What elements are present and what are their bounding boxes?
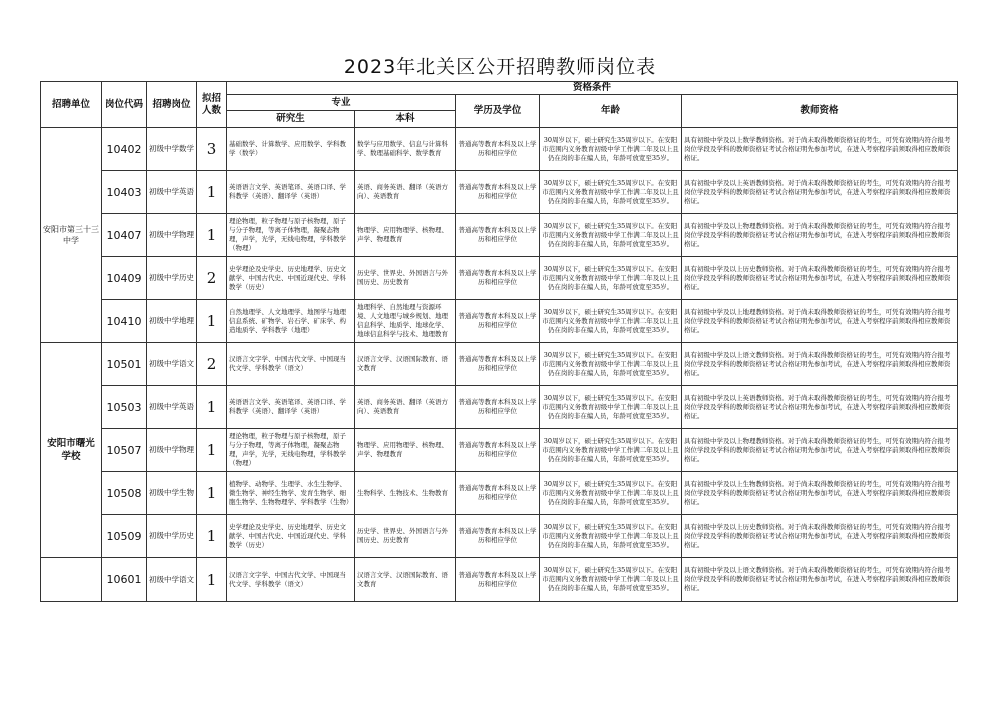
age-requirement: 30周岁以下，硕士研究生35周岁以下。在安阳市范围内义务教育初级中学工作满二年及以上且仍在岗的非在编人员，年龄可放宽至35岁。	[540, 257, 682, 300]
graduate-majors: 理论物理，粒子物理与原子核物理，原子与分子物理，等离子体物理，凝聚态物理，声学，光学，无线电物理，学科教学（物理）	[227, 429, 355, 472]
age-requirement: 30周岁以下，硕士研究生35周岁以下。在安阳市范围内义务教育初级中学工作满二年及以上且仍在岗的非在编人员，年龄可放宽至35岁。	[540, 515, 682, 558]
position-code: 10501	[102, 343, 147, 386]
education-requirement: 普通高等教育本科及以上学历和相应学位	[456, 515, 540, 558]
graduate-majors: 理论物理，粒子物理与原子核物理，原子与分子物理，等离子体物理，凝聚态物理，声学，光学，无线电物理，学科教学（物理）	[227, 214, 355, 257]
position-name: 初级中学数学	[147, 128, 197, 171]
teacher-cert-requirement: 具有初级中学及以上物理教师资格。对于尚未取得教师资格证的考生，可凭有效期内符合报考岗位学段及学科的教师资格证考试合格证明先参加考试，在进入考察程序前须取得相应教师资格证。	[682, 429, 958, 472]
header-major: 专业	[227, 95, 456, 111]
graduate-majors: 基础数学、计算数学、应用数学、学科教学（数学）	[227, 128, 355, 171]
header-graduate: 研究生	[227, 111, 355, 128]
header-count: 拟招人数	[197, 82, 227, 128]
position-name: 初级中学英语	[147, 171, 197, 214]
position-name: 初级中学地理	[147, 300, 197, 343]
position-code: 10503	[102, 386, 147, 429]
education-requirement: 普通高等教育本科及以上学历和相应学位	[456, 386, 540, 429]
recruiting-unit: 安阳市曙光学校	[41, 343, 102, 558]
undergraduate-majors: 物理学、应用物理学、核物理、声学、物理教育	[355, 214, 456, 257]
hire-count: 1	[197, 515, 227, 558]
position-code: 10509	[102, 515, 147, 558]
education-requirement: 普通高等教育本科及以上学历和相应学位	[456, 429, 540, 472]
header-code: 岗位代码	[102, 82, 147, 128]
age-requirement: 30周岁以下，硕士研究生35周岁以下。在安阳市范围内义务教育初级中学工作满二年及以上且仍在岗的非在编人员，年龄可放宽至35岁。	[540, 214, 682, 257]
header-unit: 招聘单位	[41, 82, 102, 128]
graduate-majors: 英语语言文学、英语笔译、英语口译、学科教学（英语）、翻译学（英语）	[227, 171, 355, 214]
teacher-cert-requirement: 具有初级中学及以上历史教师资格。对于尚未取得教师资格证的考生，可凭有效期内符合报考岗位学段及学科的教师资格证考试合格证明先参加考试，在进入考察程序前须取得相应教师资格证。	[682, 257, 958, 300]
table-row	[41, 343, 958, 386]
position-code: 10403	[102, 171, 147, 214]
teacher-cert-requirement: 具有初级中学及以上物理教师资格。对于尚未取得教师资格证的考生，可凭有效期内符合报考岗位学段及学科的教师资格证考试合格证明先参加考试，在进入考察程序前须取得相应教师资格证。	[682, 214, 958, 257]
undergraduate-majors: 数学与应用数学、信息与计算科学、数理基础科学、数学教育	[355, 128, 456, 171]
header-undergraduate: 本科	[355, 111, 456, 128]
position-code: 10507	[102, 429, 147, 472]
undergraduate-majors: 地理科学、自然地理与资源环境、人文地理与城乡规划、地理信息科学、地质学、地球化学、地球信息科学与技术、地理教育	[355, 300, 456, 343]
teacher-cert-requirement: 具有初级中学及以上英语教师资格。对于尚未取得教师资格证的考生，可凭有效期内符合报考岗位学段及学科的教师资格证考试合格证明先参加考试，在进入考察程序前须取得相应教师资格证。	[682, 171, 958, 214]
position-name: 初级中学物理	[147, 429, 197, 472]
table-row	[41, 558, 958, 602]
position-name: 初级中学语文	[147, 343, 197, 386]
table-row	[41, 128, 958, 171]
header-teacher-cert: 教师资格	[682, 95, 958, 128]
education-requirement: 普通高等教育本科及以上学历和相应学位	[456, 171, 540, 214]
table-row	[41, 171, 958, 214]
age-requirement: 30周岁以下，硕士研究生35周岁以下。在安阳市范围内义务教育初级中学工作满二年及以上且仍在岗的非在编人员，年龄可放宽至35岁。	[540, 171, 682, 214]
hire-count: 1	[197, 429, 227, 472]
recruitment-table	[40, 81, 958, 602]
graduate-majors: 英语语言文学、英语笔译、英语口译、学科教学（英语）、翻译学（英语）	[227, 386, 355, 429]
hire-count: 1	[197, 171, 227, 214]
page-title: 2023年北关区公开招聘教师岗位表	[343, 56, 657, 78]
hire-count: 1	[197, 386, 227, 429]
teacher-cert-requirement: 具有初级中学及以上语文教师资格。对于尚未取得教师资格证的考生，可凭有效期内符合报考岗位学段及学科的教师资格证考试合格证明先参加考试，在进入考察程序前须取得相应教师资格证。	[682, 558, 958, 602]
graduate-majors: 自然地理学、人文地理学、地图学与地理信息系统、矿物学、岩石学、矿床学、构造地质学、学科教学（地理）	[227, 300, 355, 343]
education-requirement: 普通高等教育本科及以上学历和相应学位	[456, 128, 540, 171]
position-name: 初级中学语文	[147, 558, 197, 602]
recruiting-unit: 安阳市第三十三中学	[41, 128, 102, 343]
undergraduate-majors: 英语、商务英语、翻译（英语方向）、英语教育	[355, 171, 456, 214]
header-education: 学历及学位	[456, 95, 540, 128]
position-code: 10508	[102, 472, 147, 515]
undergraduate-majors: 生物科学、生物技术、生物教育	[355, 472, 456, 515]
teacher-cert-requirement: 具有初级中学及以上英语教师资格。对于尚未取得教师资格证的考生，可凭有效期内符合报考岗位学段及学科的教师资格证考试合格证明先参加考试，在进入考察程序前须取得相应教师资格证。	[682, 386, 958, 429]
graduate-majors: 植物学、动物学、生理学、水生生物学、微生物学、神经生物学、发育生物学、细胞生物学、生物物理学、学科教学（生物）	[227, 472, 355, 515]
undergraduate-majors: 历史学、世界史、外国语言与外国历史、历史教育	[355, 515, 456, 558]
age-requirement: 30周岁以下，硕士研究生35周岁以下。在安阳市范围内义务教育初级中学工作满二年及以上且仍在岗的非在编人员，年龄可放宽至35岁。	[540, 128, 682, 171]
hire-count: 1	[197, 472, 227, 515]
table-row	[41, 386, 958, 429]
table-row	[41, 257, 958, 300]
position-name: 初级中学英语	[147, 386, 197, 429]
position-code: 10410	[102, 300, 147, 343]
teacher-cert-requirement: 具有初级中学及以上地理教师资格。对于尚未取得教师资格证的考生，可凭有效期内符合报考岗位学段及学科的教师资格证考试合格证明先参加考试，在进入考察程序前须取得相应教师资格证。	[682, 300, 958, 343]
education-requirement: 普通高等教育本科及以上学历和相应学位	[456, 300, 540, 343]
header-age: 年龄	[540, 95, 682, 128]
education-requirement: 普通高等教育本科及以上学历和相应学位	[456, 472, 540, 515]
education-requirement: 普通高等教育本科及以上学历和相应学位	[456, 558, 540, 602]
hire-count: 3	[197, 128, 227, 171]
hire-count: 2	[197, 257, 227, 300]
teacher-cert-requirement: 具有初级中学及以上数学教师资格。对于尚未取得教师资格证的考生，可凭有效期内符合报考岗位学段及学科的教师资格证考试合格证明先参加考试，在进入考察程序前须取得相应教师资格证。	[682, 128, 958, 171]
undergraduate-majors: 物理学、应用物理学、核物理、声学、物理教育	[355, 429, 456, 472]
table-row	[41, 472, 958, 515]
age-requirement: 30周岁以下，硕士研究生35周岁以下。在安阳市范围内义务教育初级中学工作满二年及以上且仍在岗的非在编人员，年龄可放宽至35岁。	[540, 300, 682, 343]
table-row	[41, 214, 958, 257]
teacher-cert-requirement: 具有初级中学及以上生物教师资格。对于尚未取得教师资格证的考生，可凭有效期内符合报考岗位学段及学科的教师资格证考试合格证明先参加考试，在进入考察程序前须取得相应教师资格证。	[682, 472, 958, 515]
position-code: 10407	[102, 214, 147, 257]
recruiting-unit	[41, 558, 102, 602]
teacher-cert-requirement: 具有初级中学及以上历史教师资格。对于尚未取得教师资格证的考生，可凭有效期内符合报考岗位学段及学科的教师资格证考试合格证明先参加考试，在进入考察程序前须取得相应教师资格证。	[682, 515, 958, 558]
header-position: 招聘岗位	[147, 82, 197, 128]
position-name: 初级中学物理	[147, 214, 197, 257]
graduate-majors: 史学理论及史学史、历史地理学、历史文献学、中国古代史、中国近现代史、学科教学（历史）	[227, 515, 355, 558]
hire-count: 1	[197, 214, 227, 257]
position-name: 初级中学历史	[147, 257, 197, 300]
education-requirement: 普通高等教育本科及以上学历和相应学位	[456, 257, 540, 300]
table-row	[41, 429, 958, 472]
position-code: 10402	[102, 128, 147, 171]
undergraduate-majors: 汉语言文学、汉语国际教育、语文教育	[355, 558, 456, 602]
age-requirement: 30周岁以下，硕士研究生35周岁以下。在安阳市范围内义务教育初级中学工作满二年及以上且仍在岗的非在编人员，年龄可放宽至35岁。	[540, 386, 682, 429]
position-name: 初级中学生物	[147, 472, 197, 515]
table-row	[41, 300, 958, 343]
position-code: 10409	[102, 257, 147, 300]
graduate-majors: 史学理论及史学史、历史地理学、历史文献学、中国古代史、中国近现代史、学科教学（历史）	[227, 257, 355, 300]
age-requirement: 30周岁以下，硕士研究生35周岁以下。在安阳市范围内义务教育初级中学工作满二年及以上且仍在岗的非在编人员，年龄可放宽至35岁。	[540, 429, 682, 472]
age-requirement: 30周岁以下，硕士研究生35周岁以下。在安阳市范围内义务教育初级中学工作满二年及以上且仍在岗的非在编人员，年龄可放宽至35岁。	[540, 472, 682, 515]
education-requirement: 普通高等教育本科及以上学历和相应学位	[456, 343, 540, 386]
teacher-cert-requirement: 具有初级中学及以上语文教师资格。对于尚未取得教师资格证的考生，可凭有效期内符合报考岗位学段及学科的教师资格证考试合格证明先参加考试，在进入考察程序前须取得相应教师资格证。	[682, 343, 958, 386]
age-requirement: 30周岁以下，硕士研究生35周岁以下。在安阳市范围内义务教育初级中学工作满二年及以上且仍在岗的非在编人员，年龄可放宽至35岁。	[540, 343, 682, 386]
age-requirement: 30周岁以下，硕士研究生35周岁以下。在安阳市范围内义务教育初级中学工作满二年及以上且仍在岗的非在编人员，年龄可放宽至35岁。	[540, 558, 682, 602]
position-code: 10601	[102, 558, 147, 602]
graduate-majors: 汉语言文字学、中国古代文学、中国现当代文学、学科教学（语文）	[227, 343, 355, 386]
hire-count: 1	[197, 300, 227, 343]
graduate-majors: 汉语言文字学、中国古代文学、中国现当代文学、学科教学（语文）	[227, 558, 355, 602]
undergraduate-majors: 英语、商务英语、翻译（英语方向）、英语教育	[355, 386, 456, 429]
education-requirement: 普通高等教育本科及以上学历和相应学位	[456, 214, 540, 257]
hire-count: 2	[197, 343, 227, 386]
table-body	[41, 128, 958, 602]
undergraduate-majors: 汉语言文学、汉语国际教育、语文教育	[355, 343, 456, 386]
undergraduate-majors: 历史学、世界史、外国语言与外国历史、历史教育	[355, 257, 456, 300]
table-row	[41, 515, 958, 558]
header-qualifications: 资格条件	[227, 82, 958, 95]
position-name: 初级中学历史	[147, 515, 197, 558]
hire-count: 1	[197, 558, 227, 602]
